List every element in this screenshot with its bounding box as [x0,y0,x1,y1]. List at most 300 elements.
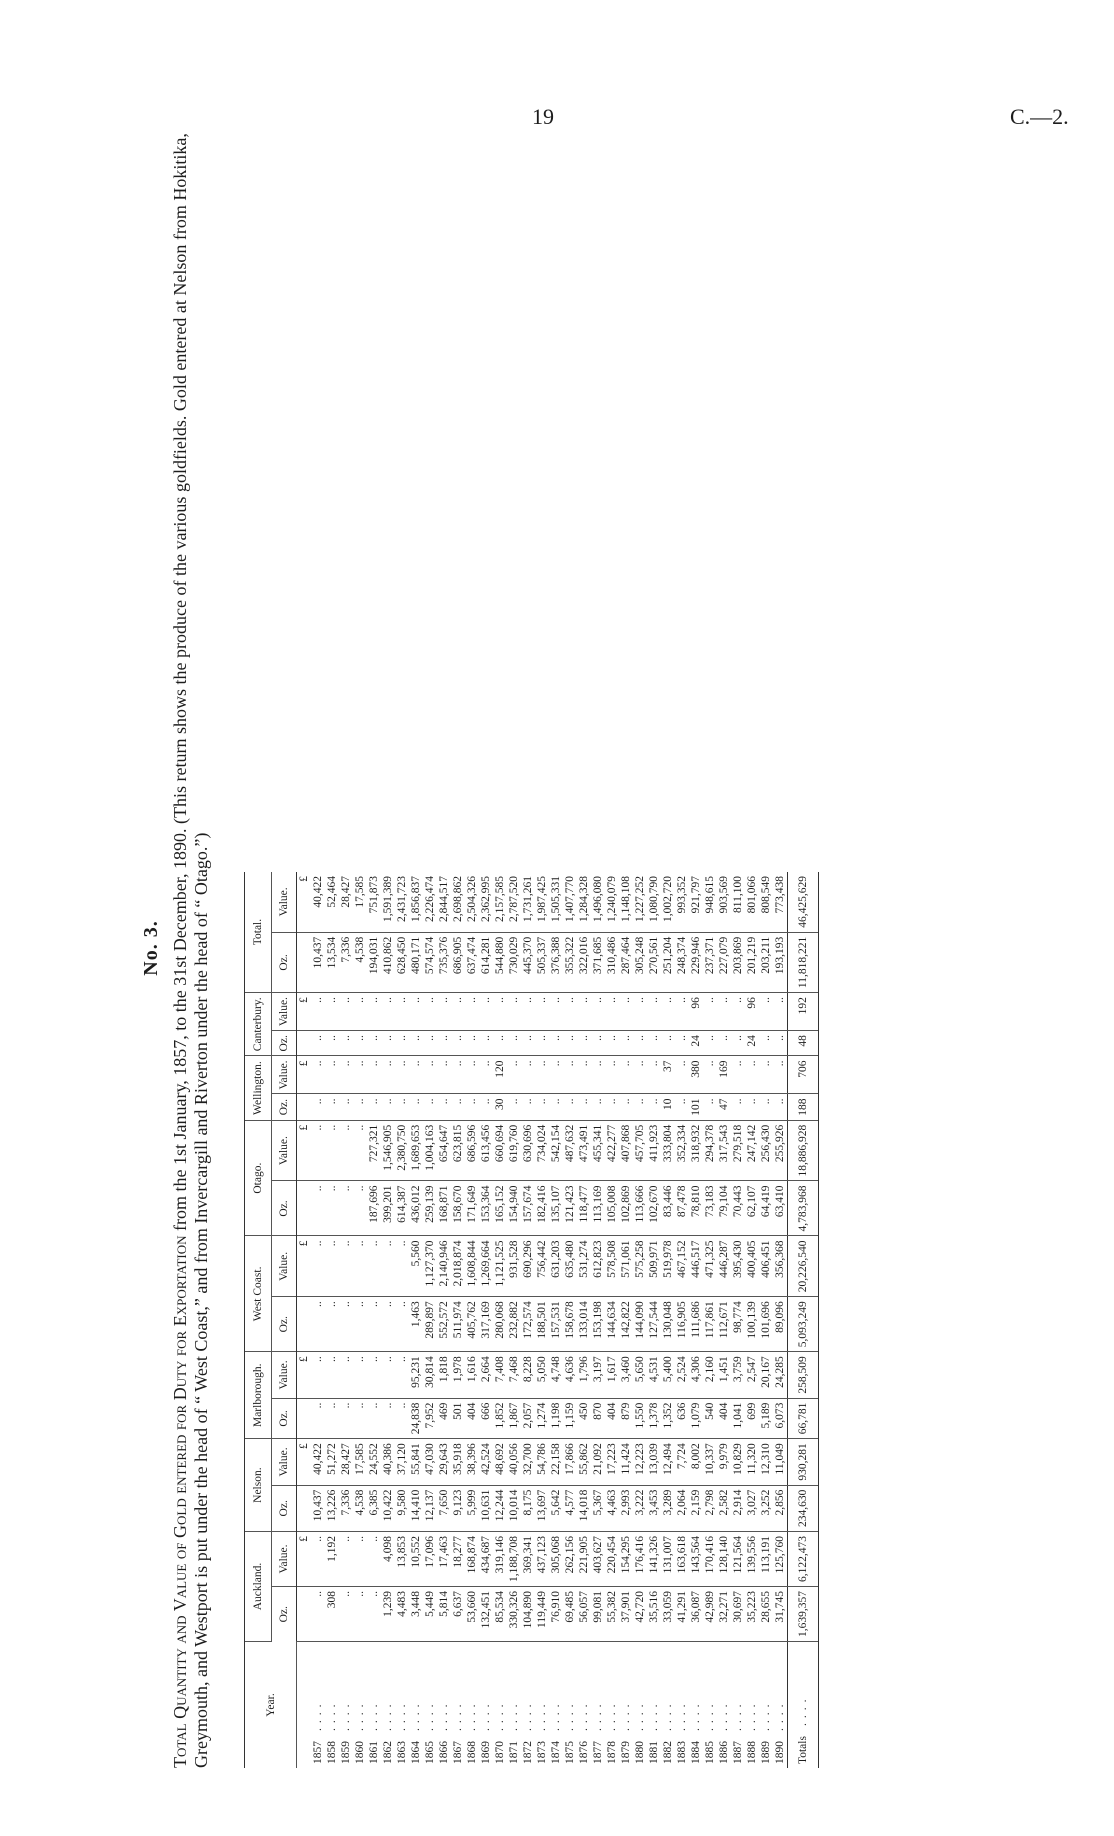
ota-val-cell: 457,705 [633,1120,647,1181]
tot-oz-cell: 614,281 [479,932,493,992]
marl-oz-cell: 870 [591,1398,605,1439]
ota-val-cell: 407,868 [619,1120,633,1181]
marl-oz-cell: 1,198 [549,1398,563,1439]
wc-oz-cell: 116,905 [675,1297,689,1352]
table-row [591,872,605,1768]
wel-oz-cell: 30 [493,1094,507,1120]
total-wel-oz: 188 [788,1094,819,1120]
tot-oz-header: Oz. [272,932,297,992]
auck-oz-cell: 85,534 [493,1587,507,1642]
totals-row [788,872,819,1768]
nel-oz-cell: 7,650 [437,1485,451,1531]
wel-val-cell: .. [703,1056,717,1094]
tot-val-cell: 2,226,474 [423,872,437,932]
can-oz-cell: .. [325,1031,339,1056]
wc-oz-cell: .. [325,1297,339,1352]
marl-oz-cell: 879 [619,1398,633,1439]
table-row [381,872,395,1768]
can-oz-cell: .. [353,1031,367,1056]
year-cell: 1883.... [676,1699,688,1764]
auck-value-unit: £ [297,1532,312,1587]
wc-oz-cell: 1,463 [409,1297,423,1352]
wc-val-cell: 1,269,664 [479,1236,493,1297]
can-val-cell: .. [703,993,717,1031]
auck-val-cell: 403,627 [591,1532,605,1587]
ota-oz-cell: .. [311,1181,325,1236]
nel-val-cell: 51,272 [325,1439,339,1485]
leader-dots: .... [452,1699,464,1731]
year-cell: 1878.... [606,1699,618,1764]
wc-val-cell: .. [381,1236,395,1297]
can-val-cell: .. [353,993,367,1031]
wel-val-cell: .. [339,1056,353,1094]
group-header-tot: Total. [245,872,272,993]
rotated-table-page [140,128,1100,1768]
leader-dots: .... [662,1699,674,1731]
document-reference: C.—2. [1010,104,1069,129]
leader-dots: .... [550,1699,562,1731]
tot-val-cell: 1,731,261 [521,872,535,932]
total-auck-oz: 1,639,357 [788,1587,819,1642]
leader-dots: .... [760,1699,772,1731]
tot-val-cell: 773,438 [773,872,788,932]
table-row [675,872,689,1768]
wc-val-cell: 578,508 [605,1236,619,1297]
can-val-cell: .. [773,993,788,1031]
wc-oz-cell: 172,574 [521,1297,535,1352]
leader-dots: .... [508,1699,520,1731]
marl-val-cell: 1,616 [465,1352,479,1398]
can-val-cell: .. [549,993,563,1031]
auck-val-cell: 305,068 [549,1532,563,1587]
ota-val-cell: 623,815 [451,1120,465,1181]
table-row [437,872,451,1768]
auck-oz-cell: 30,697 [731,1587,745,1642]
wel-val-cell: 380 [689,1056,703,1094]
wel-oz-cell: .. [451,1094,465,1120]
year-cell: 1869.... [480,1699,492,1764]
tot-val-cell: 17,585 [353,872,367,932]
wel-val-cell: .. [311,1056,325,1094]
table-row [633,872,647,1768]
ota-oz-cell: 158,670 [451,1181,465,1236]
can-oz-cell: 24 [745,1031,759,1056]
auck-val-cell: 319,146 [493,1532,507,1587]
auck-val-cell: 154,295 [619,1532,633,1587]
can-oz-cell: .. [549,1031,563,1056]
table-row [647,872,661,1768]
auck-oz-cell: 41,291 [675,1587,689,1642]
nel-oz-cell: 12,244 [493,1485,507,1531]
nel-oz-cell: 4,577 [563,1485,577,1531]
can-oz-cell: .. [339,1031,353,1056]
auck-oz-cell: 36,087 [689,1587,703,1642]
ota-val-cell: 333,804 [661,1120,675,1181]
ota-val-cell: 455,341 [591,1120,605,1181]
tot-oz-cell: 574,574 [423,932,437,992]
tot-val-cell: 811,100 [731,872,745,932]
leader-dots: .... [326,1699,338,1731]
ota-val-cell: 1,004,163 [423,1120,437,1181]
auck-oz-cell: 119,449 [535,1587,549,1642]
auck-oz-unit-cell [297,1587,312,1642]
wc-oz-cell: 142,822 [619,1297,633,1352]
nel-val-cell: 12,223 [633,1439,647,1485]
marl-oz-cell: 469 [437,1398,451,1439]
ota-oz-cell: 154,940 [507,1181,521,1236]
nel-oz-cell: 14,018 [577,1485,591,1531]
ota-val-cell: 686,596 [465,1120,479,1181]
nel-val-cell: 11,049 [773,1439,788,1485]
auck-val-cell: 220,454 [605,1532,619,1587]
can-value-header: Value. [272,993,297,1031]
tot-val-cell: 1,284,328 [577,872,591,932]
marl-val-cell: 4,306 [689,1352,703,1398]
table-row [535,872,549,1768]
wc-val-cell: .. [395,1236,409,1297]
nel-val-cell: 35,918 [451,1439,465,1485]
can-val-cell: .. [563,993,577,1031]
marl-val-cell: 2,160 [703,1352,717,1398]
can-val-cell: .. [479,993,493,1031]
wc-val-cell: 446,517 [689,1236,703,1297]
auck-oz-cell: 5,814 [437,1587,451,1642]
year-cell: 1859.... [340,1699,352,1764]
tot-oz-cell: 203,869 [731,932,745,992]
marl-val-cell: .. [311,1352,325,1398]
group-header-can: Canterbury. [245,993,272,1056]
can-val-cell: .. [339,993,353,1031]
nel-val-cell: 40,422 [311,1439,325,1485]
marl-val-cell: 5,650 [633,1352,647,1398]
wel-oz-cell: .. [633,1094,647,1120]
wc-oz-cell: 117,861 [703,1297,717,1352]
marl-oz-cell: 699 [745,1398,759,1439]
leader-dots: .... [606,1699,618,1731]
year-cell: 1874.... [550,1699,562,1764]
marl-oz-cell: 1,378 [647,1398,661,1439]
ota-oz-cell: 168,871 [437,1181,451,1236]
nel-val-cell: 17,223 [605,1439,619,1485]
wel-val-cell: 169 [717,1056,731,1094]
can-oz-cell: .. [633,1031,647,1056]
wc-value-unit: £ [297,1236,312,1297]
gold-export-table [244,872,819,1768]
wc-val-cell: 509,971 [647,1236,661,1297]
leader-dots: .... [774,1699,786,1731]
nel-val-cell: 12,494 [661,1439,675,1485]
table-row [521,872,535,1768]
wc-oz-cell: .. [381,1297,395,1352]
auck-oz-cell: 4,483 [395,1587,409,1642]
column-subheader-row [272,872,297,1768]
tot-oz-unit-cell [297,932,312,992]
tot-oz-cell: 376,388 [549,932,563,992]
auck-oz-cell: 6,637 [451,1587,465,1642]
ota-val-cell: 1,546,905 [381,1120,395,1181]
wel-oz-cell: .. [703,1094,717,1120]
marl-val-cell: 4,748 [549,1352,563,1398]
ota-oz-cell: 113,666 [633,1181,647,1236]
can-oz-cell: .. [451,1031,465,1056]
ota-val-cell: 1,689,653 [409,1120,423,1181]
year-cell: 1865.... [424,1699,436,1764]
ota-val-cell: .. [353,1120,367,1181]
marl-val-cell: 95,231 [409,1352,423,1398]
wel-oz-cell: .. [577,1094,591,1120]
tot-val-cell: 1,856,837 [409,872,423,932]
wel-value-header: Value. [272,1056,297,1094]
year-cell: 1866.... [438,1699,450,1764]
leader-dots: .... [354,1699,366,1731]
auck-val-cell: .. [367,1532,381,1587]
tot-oz-cell: 310,486 [605,932,619,992]
tot-val-cell: 948,615 [703,872,717,932]
nel-val-cell: 37,120 [395,1439,409,1485]
auck-oz-cell: 3,448 [409,1587,423,1642]
auck-val-cell: 4,098 [381,1532,395,1587]
table-row [563,872,577,1768]
nel-oz-cell: 5,367 [591,1485,605,1531]
ota-oz-cell: 135,107 [549,1181,563,1236]
leader-dots: .... [536,1699,548,1731]
marl-value-unit: £ [297,1352,312,1398]
marl-val-cell: .. [367,1352,381,1398]
tot-oz-cell: 10,437 [311,932,325,992]
total-can-val: 192 [788,993,819,1031]
nel-val-cell: 10,829 [731,1439,745,1485]
table-body [297,872,819,1768]
ota-value-header: Value. [272,1120,297,1181]
ota-oz-cell: 113,169 [591,1181,605,1236]
nel-val-cell: 17,585 [353,1439,367,1485]
can-val-cell: .. [717,993,731,1031]
can-val-cell: 96 [745,993,759,1031]
wc-val-cell: .. [367,1236,381,1297]
ota-oz-cell: 259,139 [423,1181,437,1236]
tot-val-cell: 921,797 [689,872,703,932]
auck-oz-cell: 33,059 [661,1587,675,1642]
ota-oz-cell: 187,696 [367,1181,381,1236]
wc-oz-cell: 101,696 [759,1297,773,1352]
auck-oz-cell: 56,057 [577,1587,591,1642]
marl-val-cell: 30,814 [423,1352,437,1398]
marl-val-cell: 2,524 [675,1352,689,1398]
nel-val-cell: 38,396 [465,1439,479,1485]
wel-val-cell: .. [325,1056,339,1094]
tot-val-cell: 903,569 [717,872,731,932]
wc-val-cell: 690,296 [521,1236,535,1297]
wel-oz-unit-cell [297,1094,312,1120]
ota-val-cell: 411,923 [647,1120,661,1181]
auck-val-cell: 168,874 [465,1532,479,1587]
wel-val-cell: .. [605,1056,619,1094]
tot-val-cell: 2,504,326 [465,872,479,932]
wel-val-cell: .. [465,1056,479,1094]
ota-oz-cell: 157,674 [521,1181,535,1236]
total-wc-val: 20,226,540 [788,1236,819,1297]
total-nel-oz: 234,630 [788,1485,819,1531]
auck-val-cell: 13,853 [395,1532,409,1587]
marl-val-cell: 1,818 [437,1352,451,1398]
tot-oz-cell: 628,450 [395,932,409,992]
nel-val-cell: 40,386 [381,1439,395,1485]
ota-val-cell: 318,932 [689,1120,703,1181]
ota-oz-cell: 64,419 [759,1181,773,1236]
tot-oz-cell: 270,561 [647,932,661,992]
nel-val-cell: 40,056 [507,1439,521,1485]
leader-dots: .... [648,1699,660,1731]
leader-dots: .... [634,1699,646,1731]
year-cell: 1861.... [368,1699,380,1764]
ota-oz-cell: 78,810 [689,1181,703,1236]
can-oz-unit-cell [297,1031,312,1056]
wel-oz-cell: .. [395,1094,409,1120]
wc-oz-cell: 89,096 [773,1297,788,1352]
nel-oz-cell: 9,580 [395,1485,409,1531]
auck-oz-cell: .. [311,1587,325,1642]
marl-oz-cell: 636 [675,1398,689,1439]
marl-val-cell: 24,285 [773,1352,788,1398]
table-row [465,872,479,1768]
wc-val-cell: 531,274 [577,1236,591,1297]
can-oz-cell: .. [731,1031,745,1056]
year-header: Year. [245,1642,297,1769]
auck-oz-cell: 31,745 [773,1587,788,1642]
auck-val-cell: .. [339,1532,353,1587]
wc-oz-header: Oz. [272,1297,297,1352]
wel-val-cell: .. [437,1056,451,1094]
marl-oz-cell: 540 [703,1398,717,1439]
marl-val-cell: .. [381,1352,395,1398]
table-row [339,872,353,1768]
leader-dots: .... [690,1699,702,1731]
tot-val-cell: 2,362,995 [479,872,493,932]
wel-val-cell: 120 [493,1056,507,1094]
can-val-cell: 96 [689,993,703,1031]
auck-val-cell: 437,123 [535,1532,549,1587]
tot-oz-cell: 544,880 [493,932,507,992]
tot-oz-cell: 305,248 [633,932,647,992]
wel-oz-cell: .. [675,1094,689,1120]
wc-val-cell: .. [325,1236,339,1297]
auck-val-cell: 369,341 [521,1532,535,1587]
can-oz-cell: .. [773,1031,788,1056]
nel-oz-cell: 9,123 [451,1485,465,1531]
wc-oz-cell: 280,068 [493,1297,507,1352]
ota-oz-cell: 63,410 [773,1181,788,1236]
marl-oz-cell: 1,041 [731,1398,745,1439]
tot-oz-cell: 287,464 [619,932,633,992]
ota-val-cell: 660,694 [493,1120,507,1181]
marl-oz-cell: 404 [717,1398,731,1439]
can-oz-cell: 24 [689,1031,703,1056]
tot-oz-cell: 730,029 [507,932,521,992]
wel-oz-cell: .. [521,1094,535,1120]
wel-oz-cell: .. [507,1094,521,1120]
tot-oz-cell: 248,374 [675,932,689,992]
group-header-nel: Nelson. [245,1439,272,1532]
nel-val-cell: 55,862 [577,1439,591,1485]
auck-val-cell: 121,564 [731,1532,745,1587]
marl-oz-cell: 5,189 [759,1398,773,1439]
tot-val-cell: 2,844,517 [437,872,451,932]
marl-oz-cell: 666 [479,1398,493,1439]
wel-oz-cell: .. [479,1094,493,1120]
wc-oz-cell: 130,048 [661,1297,675,1352]
can-oz-cell: .. [661,1031,675,1056]
can-val-cell: .. [577,993,591,1031]
marl-val-cell: 3,197 [591,1352,605,1398]
wc-oz-cell: 232,882 [507,1297,521,1352]
marl-val-cell: 4,636 [563,1352,577,1398]
marl-oz-cell: 24,838 [409,1398,423,1439]
wc-oz-cell: 158,678 [563,1297,577,1352]
total-wc-oz: 5,093,249 [788,1297,819,1352]
tot-oz-cell: 13,534 [325,932,339,992]
marl-val-cell: 7,468 [507,1352,521,1398]
ota-oz-cell: 171,649 [465,1181,479,1236]
wc-oz-cell: 552,572 [437,1297,451,1352]
ota-val-cell: 630,696 [521,1120,535,1181]
tot-val-cell: 1,148,108 [619,872,633,932]
wc-oz-cell: 188,501 [535,1297,549,1352]
auck-oz-cell: 35,223 [745,1587,759,1642]
ota-val-cell: 654,647 [437,1120,451,1181]
auck-oz-cell: 42,989 [703,1587,717,1642]
wel-val-cell: .. [381,1056,395,1094]
marl-val-cell: 2,547 [745,1352,759,1398]
nel-oz-cell: 7,336 [339,1485,353,1531]
wel-val-cell: .. [395,1056,409,1094]
table-row [577,872,591,1768]
nel-value-unit: £ [297,1439,312,1485]
can-oz-cell: .. [409,1031,423,1056]
marl-oz-cell: .. [367,1398,381,1439]
tot-oz-cell: 7,336 [339,932,353,992]
table-row [353,872,367,1768]
leader-dots: .... [746,1699,758,1731]
marl-val-cell: 5,050 [535,1352,549,1398]
nel-oz-cell: 3,289 [661,1485,675,1531]
nel-oz-cell: 6,385 [367,1485,381,1531]
year-cell: 1882.... [662,1699,674,1764]
page-number: 19 [532,104,554,129]
ota-val-cell: 256,430 [759,1120,773,1181]
auck-val-cell: 139,556 [745,1532,759,1587]
year-cell: 1889.... [760,1699,772,1764]
can-val-cell: .. [759,993,773,1031]
auck-val-cell: 163,618 [675,1532,689,1587]
tot-oz-cell: 686,905 [451,932,465,992]
wel-val-cell: .. [619,1056,633,1094]
auck-val-cell: 170,416 [703,1532,717,1587]
wc-oz-unit-cell [297,1297,312,1352]
tot-val-cell: 751,873 [367,872,381,932]
year-cell: 1857.... [312,1699,324,1764]
tot-oz-cell: 4,538 [353,932,367,992]
ota-oz-header: Oz. [272,1181,297,1236]
wc-val-cell: 575,258 [633,1236,647,1297]
leader-dots: .... [797,1694,809,1727]
wel-val-cell: .. [423,1056,437,1094]
year-cell: 1879.... [620,1699,632,1764]
auck-oz-cell: .. [367,1587,381,1642]
wel-oz-cell: .. [311,1094,325,1120]
marl-oz-cell: .. [311,1398,325,1439]
wel-oz-cell: .. [535,1094,549,1120]
tot-val-cell: 1,002,720 [661,872,675,932]
